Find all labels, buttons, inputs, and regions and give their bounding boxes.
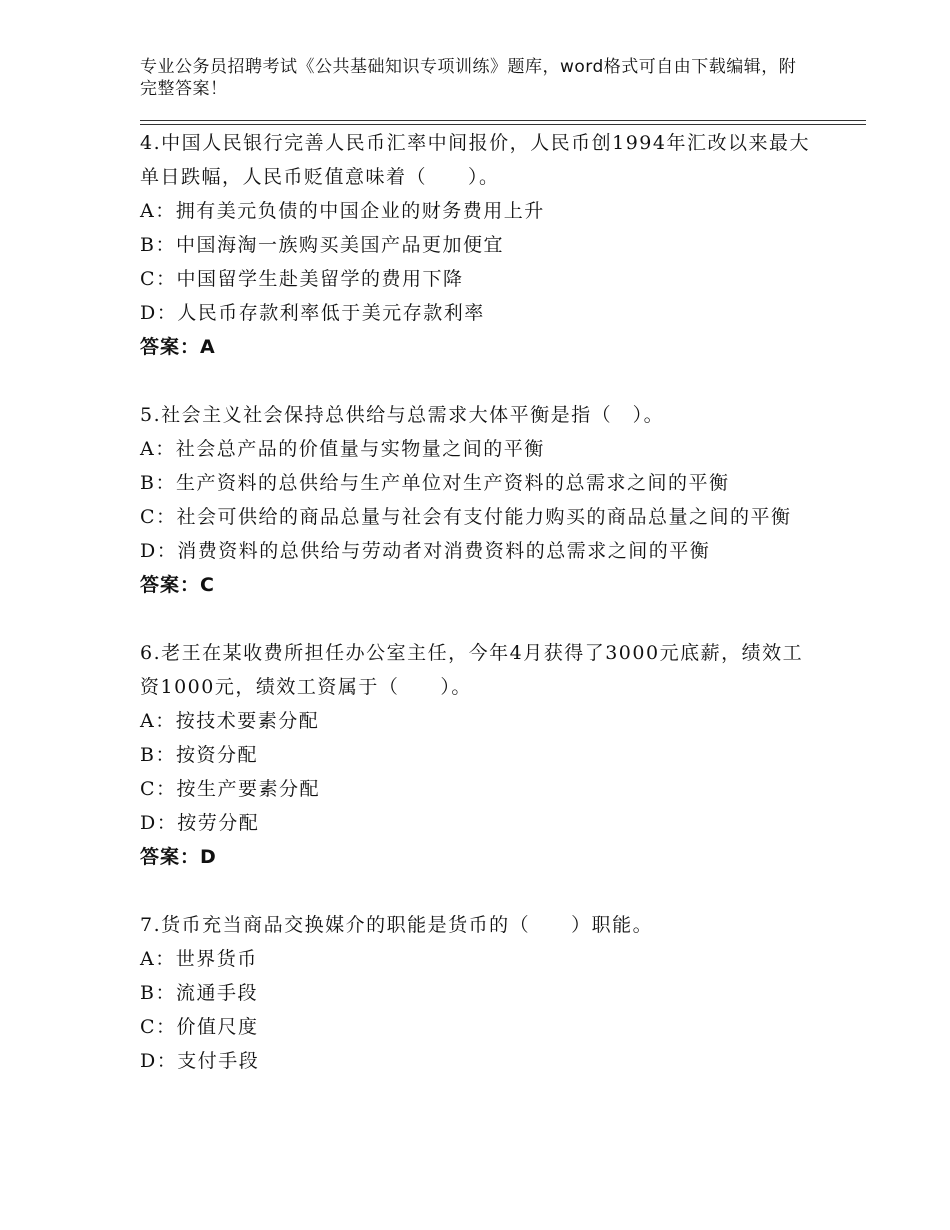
question-stem: 4.中国人民银行完善人民币汇率中间报价，人民币创1994年汇改以来最大单日跌幅，人民币贬值意味着（ ）。 <box>140 132 810 188</box>
question-stem: 6.老王在某收费所担任办公室主任，今年4月获得了3000元底薪，绩效工资1000元，绩效工资属于（ ）。 <box>140 642 804 698</box>
question-stem: 7.货币充当商品交换媒介的职能是货币的（ ）职能。 <box>140 914 654 936</box>
question-list <box>140 126 810 1078</box>
spacer <box>140 364 810 398</box>
option-a: A：按技术要素分配 <box>140 710 320 732</box>
document-header: 专业公务员招聘考试《公共基础知识专项训练》题库，word格式可自由下载编辑，附完整答案！ <box>140 57 797 99</box>
option-c: C：价值尺度 <box>140 1016 259 1038</box>
option-d: D：人民币存款利率低于美元存款利率 <box>140 302 485 324</box>
option-d: D：支付手段 <box>140 1050 260 1072</box>
option-c: C：按生产要素分配 <box>140 778 321 800</box>
header-divider-top <box>140 120 866 121</box>
question-6 <box>140 636 810 874</box>
option-b: B：流通手段 <box>140 982 258 1004</box>
option-a: A：世界货币 <box>140 948 258 970</box>
option-b: B：中国海淘一族购买美国产品更加便宜 <box>140 234 504 256</box>
answer: 答案：C <box>140 574 215 596</box>
spacer <box>140 602 810 636</box>
header-divider-bottom <box>140 124 866 125</box>
answer: 答案：D <box>140 846 217 868</box>
option-c: C：中国留学生赴美留学的费用下降 <box>140 268 464 290</box>
question-5 <box>140 398 810 602</box>
option-b: B：按资分配 <box>140 744 258 766</box>
question-7 <box>140 908 810 1078</box>
question-stem: 5.社会主义社会保持总供给与总需求大体平衡是指（ ）。 <box>140 404 665 426</box>
option-d: D：按劳分配 <box>140 812 260 834</box>
option-a: A：社会总产品的价值量与实物量之间的平衡 <box>140 438 545 460</box>
option-b: B：生产资料的总供给与生产单位对生产资料的总需求之间的平衡 <box>140 472 730 494</box>
spacer <box>140 874 810 908</box>
option-d: D：消费资料的总供给与劳动者对消费资料的总需求之间的平衡 <box>140 540 711 562</box>
option-a: A：拥有美元负债的中国企业的财务费用上升 <box>140 200 545 222</box>
answer: 答案：A <box>140 336 216 358</box>
option-c: C：社会可供给的商品总量与社会有支付能力购买的商品总量之间的平衡 <box>140 506 792 528</box>
question-4 <box>140 126 810 364</box>
